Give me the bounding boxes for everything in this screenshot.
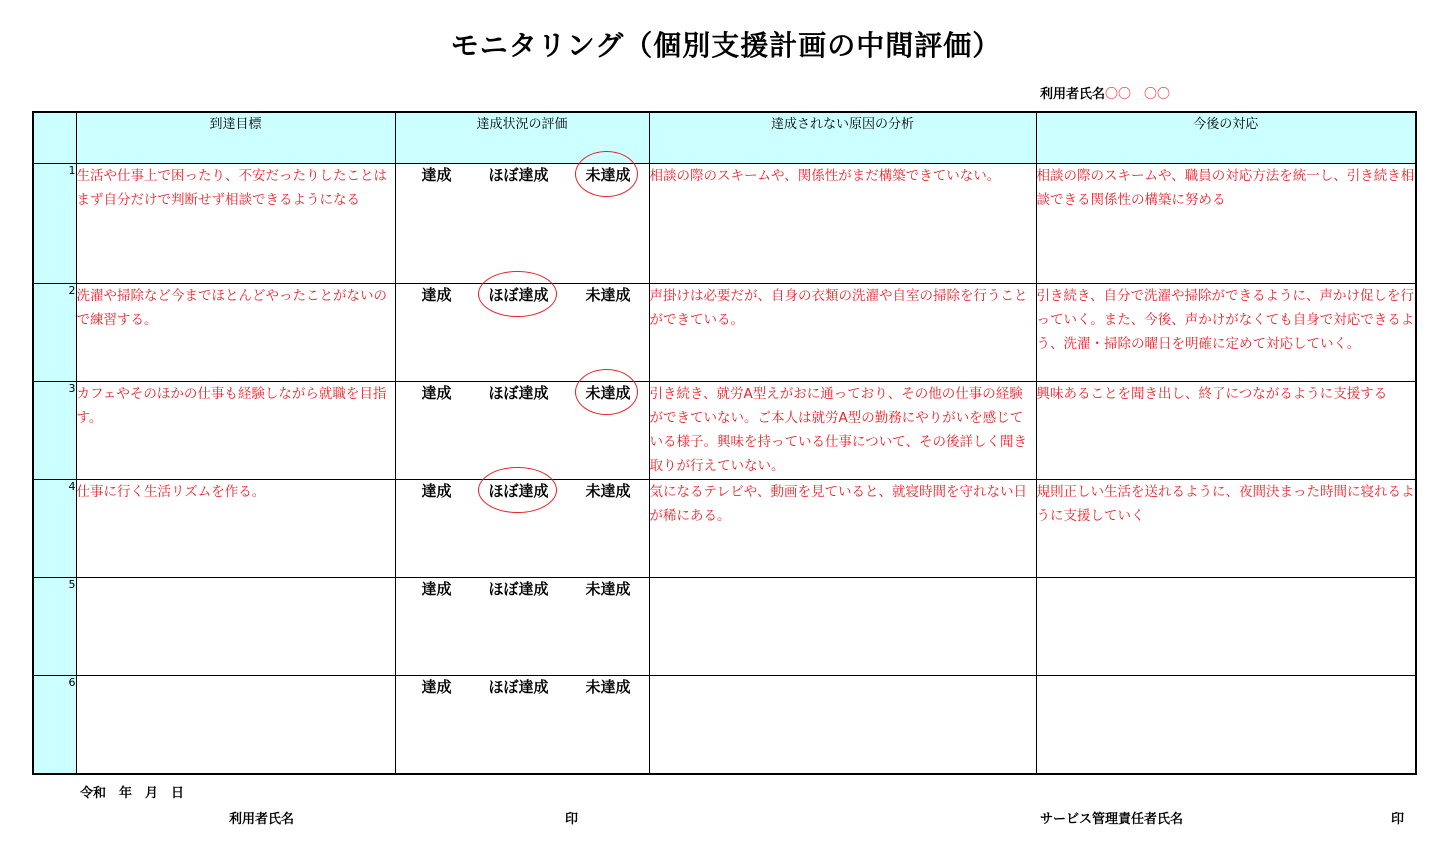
response-cell: 相談の際のスキームや、職員の対応方法を統一し、引き続き相談できる関係性の構築に努める bbox=[1036, 164, 1416, 284]
row-number: 2 bbox=[33, 284, 76, 382]
row-number: 4 bbox=[33, 480, 76, 578]
page-title: モニタリング（個別支援計画の中間評価） bbox=[450, 29, 1002, 62]
footer-manager-label: サービス管理責任者氏名 bbox=[1040, 812, 1184, 827]
row-number: 6 bbox=[33, 676, 76, 774]
option-mostly-achieved: ほぼ達成 bbox=[488, 482, 549, 500]
footer-seal-manager: 印 bbox=[1391, 812, 1405, 827]
user-name-top bbox=[1040, 83, 1170, 102]
goal-cell: 仕事に行く生活リズムを作る。 bbox=[76, 480, 395, 578]
header-evaluation: 達成状況の評価 bbox=[395, 112, 649, 164]
analysis-cell bbox=[649, 676, 1036, 774]
evaluation-cell bbox=[395, 284, 649, 382]
response-cell: 規則正しい生活を送れるように、夜間決まった時間に寝れるように支援していく bbox=[1036, 480, 1416, 578]
analysis-cell: 相談の際のスキームや、関係性がまだ構築できていない。 bbox=[649, 164, 1036, 284]
header-response: 今後の対応 bbox=[1036, 112, 1416, 164]
goal-cell: 生活や仕事上で困ったり、不安だったりしたことはまず自分だけで判断せず相談できるようになる bbox=[76, 164, 395, 284]
evaluation-options bbox=[396, 382, 649, 403]
response-cell: 引き続き、自分で洗濯や掃除ができるように、声かけ促しを行っていく。また、今後、声かけがなくても自身で対応できるよう、洗濯・掃除の曜日を明確に定めて対応していく。 bbox=[1036, 284, 1416, 382]
goal-cell: カフェやそのほかの仕事も経験しながら就職を目指す。 bbox=[76, 382, 395, 480]
user-name-label: 利用者氏名 bbox=[1040, 87, 1106, 102]
option-not-achieved: 未達成 bbox=[585, 678, 631, 696]
evaluation-options bbox=[396, 676, 649, 697]
option-not-achieved: 未達成 bbox=[585, 384, 631, 402]
response-cell bbox=[1036, 676, 1416, 774]
analysis-cell bbox=[649, 578, 1036, 676]
table-row bbox=[33, 164, 1416, 284]
option-achieved: 達成 bbox=[421, 166, 452, 184]
evaluation-cell bbox=[395, 578, 649, 676]
option-not-achieved: 未達成 bbox=[585, 482, 631, 500]
option-mostly-achieved: ほぼ達成 bbox=[488, 384, 549, 402]
evaluation-options bbox=[396, 578, 649, 599]
option-mostly-achieved: ほぼ達成 bbox=[488, 580, 549, 598]
option-not-achieved: 未達成 bbox=[585, 286, 631, 304]
evaluation-cell bbox=[395, 382, 649, 480]
option-achieved: 達成 bbox=[421, 384, 452, 402]
footer-date: 令和 年 月 日 bbox=[80, 786, 185, 801]
table-row bbox=[33, 676, 1416, 774]
table-row bbox=[33, 480, 1416, 578]
option-not-achieved: 未達成 bbox=[585, 166, 631, 184]
option-achieved: 達成 bbox=[421, 482, 452, 500]
row-number: 1 bbox=[33, 164, 76, 284]
header-goal: 到達目標 bbox=[76, 112, 395, 164]
option-achieved: 達成 bbox=[421, 286, 452, 304]
header-corner bbox=[33, 112, 76, 164]
row-number: 3 bbox=[33, 382, 76, 480]
option-achieved: 達成 bbox=[421, 580, 452, 598]
analysis-cell: 気になるテレビや、動画を見ていると、就寝時間を守れない日が稀にある。 bbox=[649, 480, 1036, 578]
footer-seal-user: 印 bbox=[565, 812, 579, 827]
analysis-cell: 声掛けは必要だが、自身の衣類の洗濯や自室の掃除を行うことができている。 bbox=[649, 284, 1036, 382]
table-row bbox=[33, 382, 1416, 480]
header-row bbox=[33, 112, 1416, 164]
user-name-value: 〇〇 〇〇 bbox=[1105, 87, 1171, 102]
goal-cell bbox=[76, 578, 395, 676]
monitoring-table bbox=[32, 111, 1417, 775]
option-achieved: 達成 bbox=[421, 678, 452, 696]
response-cell bbox=[1036, 578, 1416, 676]
evaluation-cell bbox=[395, 480, 649, 578]
option-not-achieved: 未達成 bbox=[585, 580, 631, 598]
evaluation-options bbox=[396, 480, 649, 501]
table-row bbox=[33, 578, 1416, 676]
response-cell: 興味あることを聞き出し、終了につながるように支援する bbox=[1036, 382, 1416, 480]
header-analysis: 達成されない原因の分析 bbox=[649, 112, 1036, 164]
evaluation-cell bbox=[395, 164, 649, 284]
analysis-cell: 引き続き、就労A型えがおに通っており、その他の仕事の経験ができていない。ご本人は就労A型の勤務にやりがいを感じている様子。興味を持っている仕事について、その後詳しく聞き取りが行えていない。 bbox=[649, 382, 1036, 480]
evaluation-cell bbox=[395, 676, 649, 774]
table-row bbox=[33, 284, 1416, 382]
row-number: 5 bbox=[33, 578, 76, 676]
goal-cell: 洗濯や掃除など今までほとんどやったことがないので練習する。 bbox=[76, 284, 395, 382]
option-mostly-achieved: ほぼ達成 bbox=[488, 678, 549, 696]
option-mostly-achieved: ほぼ達成 bbox=[488, 286, 549, 304]
evaluation-options bbox=[396, 284, 649, 305]
evaluation-options bbox=[396, 164, 649, 185]
option-mostly-achieved: ほぼ達成 bbox=[488, 166, 549, 184]
footer-user-label: 利用者氏名 bbox=[229, 812, 295, 827]
goal-cell bbox=[76, 676, 395, 774]
